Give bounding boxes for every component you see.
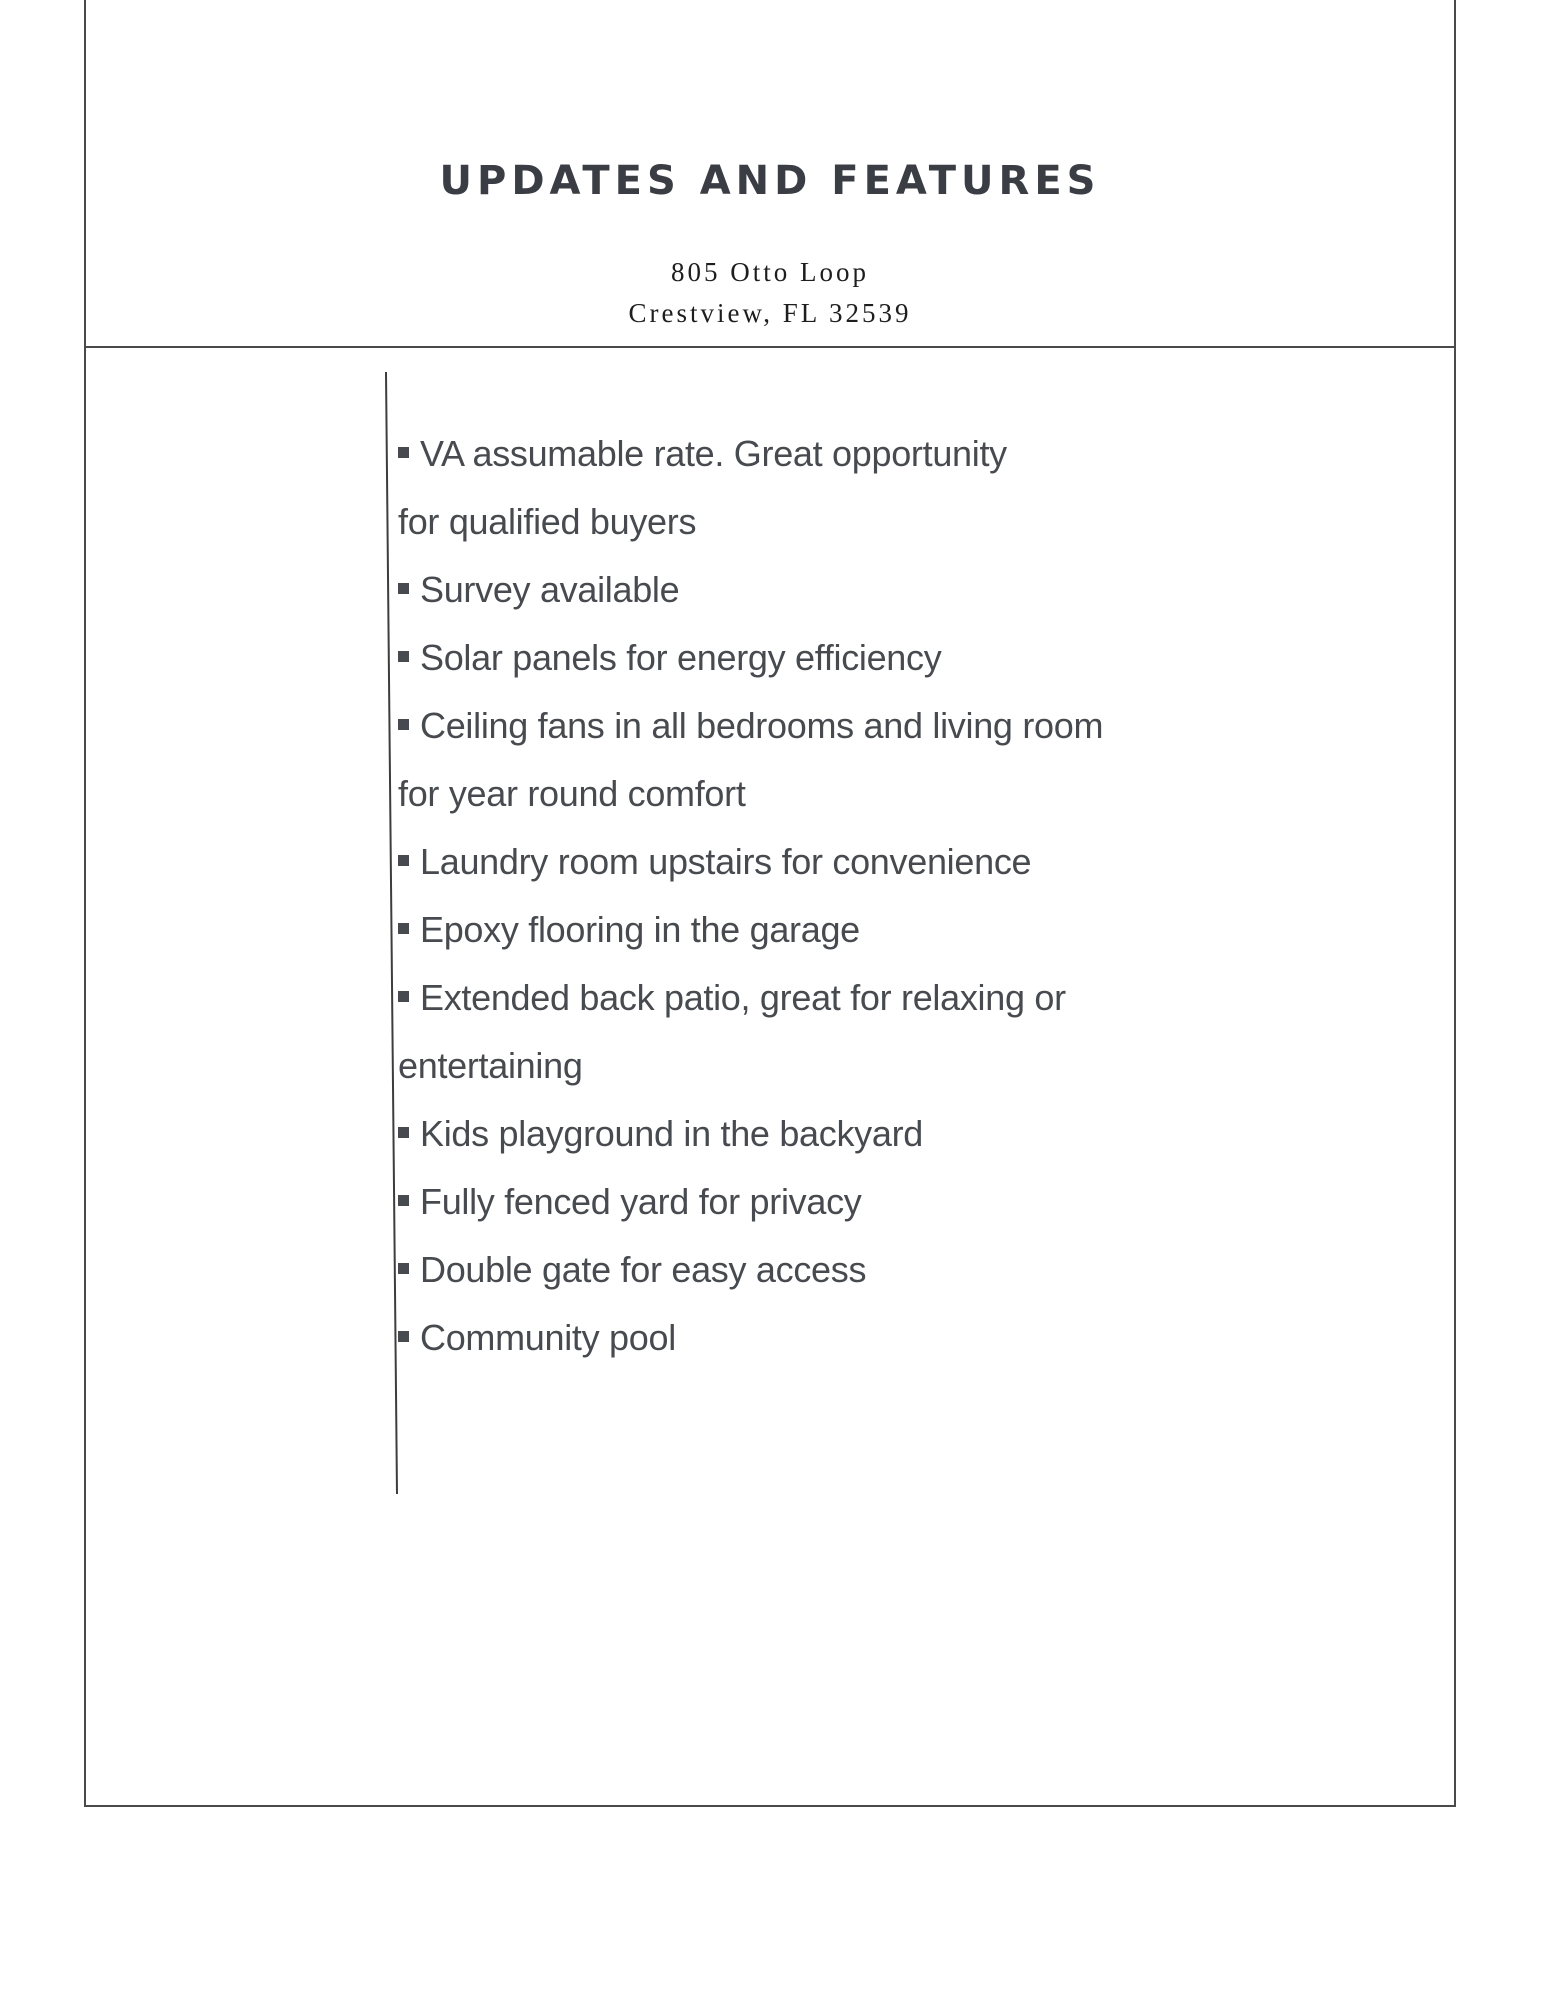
feature-item	[398, 828, 1218, 896]
feature-text: Epoxy flooring in the garage	[420, 909, 860, 950]
bullet-icon	[398, 719, 409, 730]
feature-item	[398, 420, 1218, 556]
feature-text: Laundry room upstairs for convenience	[420, 841, 1032, 882]
bullet-icon	[398, 1127, 409, 1138]
bullet-icon	[398, 1195, 409, 1206]
feature-item	[398, 1168, 1218, 1236]
bullet-icon	[398, 447, 409, 458]
feature-item	[398, 1304, 1218, 1372]
feature-item	[398, 1100, 1218, 1168]
bullet-icon	[398, 651, 409, 662]
feature-text: Community pool	[420, 1317, 676, 1358]
feature-text: Solar panels for energy efficiency	[420, 637, 942, 678]
feature-text: Kids playground in the backyard	[420, 1113, 924, 1154]
feature-item	[398, 624, 1218, 692]
bullet-icon	[398, 991, 409, 1002]
page-title: UPDATES AND FEATURES	[439, 158, 1101, 204]
features-list	[398, 420, 1218, 1372]
feature-text: Extended back patio, great for relaxing or	[420, 977, 1066, 1018]
bullet-icon	[398, 855, 409, 866]
feature-item	[398, 556, 1218, 624]
feature-item	[398, 1236, 1218, 1304]
feature-text: Ceiling fans in all bedrooms and living room	[420, 705, 1104, 746]
feature-item	[398, 692, 1218, 828]
feature-text: Fully fenced yard for privacy	[420, 1181, 862, 1222]
feature-text: Double gate for easy access	[420, 1249, 867, 1290]
property-address	[84, 252, 1456, 334]
address-city-state-zip: Crestview, FL 32539	[628, 298, 912, 328]
bullet-icon	[398, 1331, 409, 1342]
feature-text-continued: for year round comfort	[398, 773, 746, 814]
feature-text: VA assumable rate. Great opportunity	[420, 433, 1007, 474]
feature-text-continued: entertaining	[398, 1045, 583, 1086]
address-street: 805 Otto Loop	[671, 257, 869, 287]
bullet-icon	[398, 1263, 409, 1274]
header-divider	[84, 346, 1456, 348]
bullet-icon	[398, 583, 409, 594]
feature-text: Survey available	[420, 569, 680, 610]
feature-text-continued: for qualified buyers	[398, 501, 697, 542]
feature-item	[398, 896, 1218, 964]
feature-item	[398, 964, 1218, 1100]
bullet-icon	[398, 923, 409, 934]
